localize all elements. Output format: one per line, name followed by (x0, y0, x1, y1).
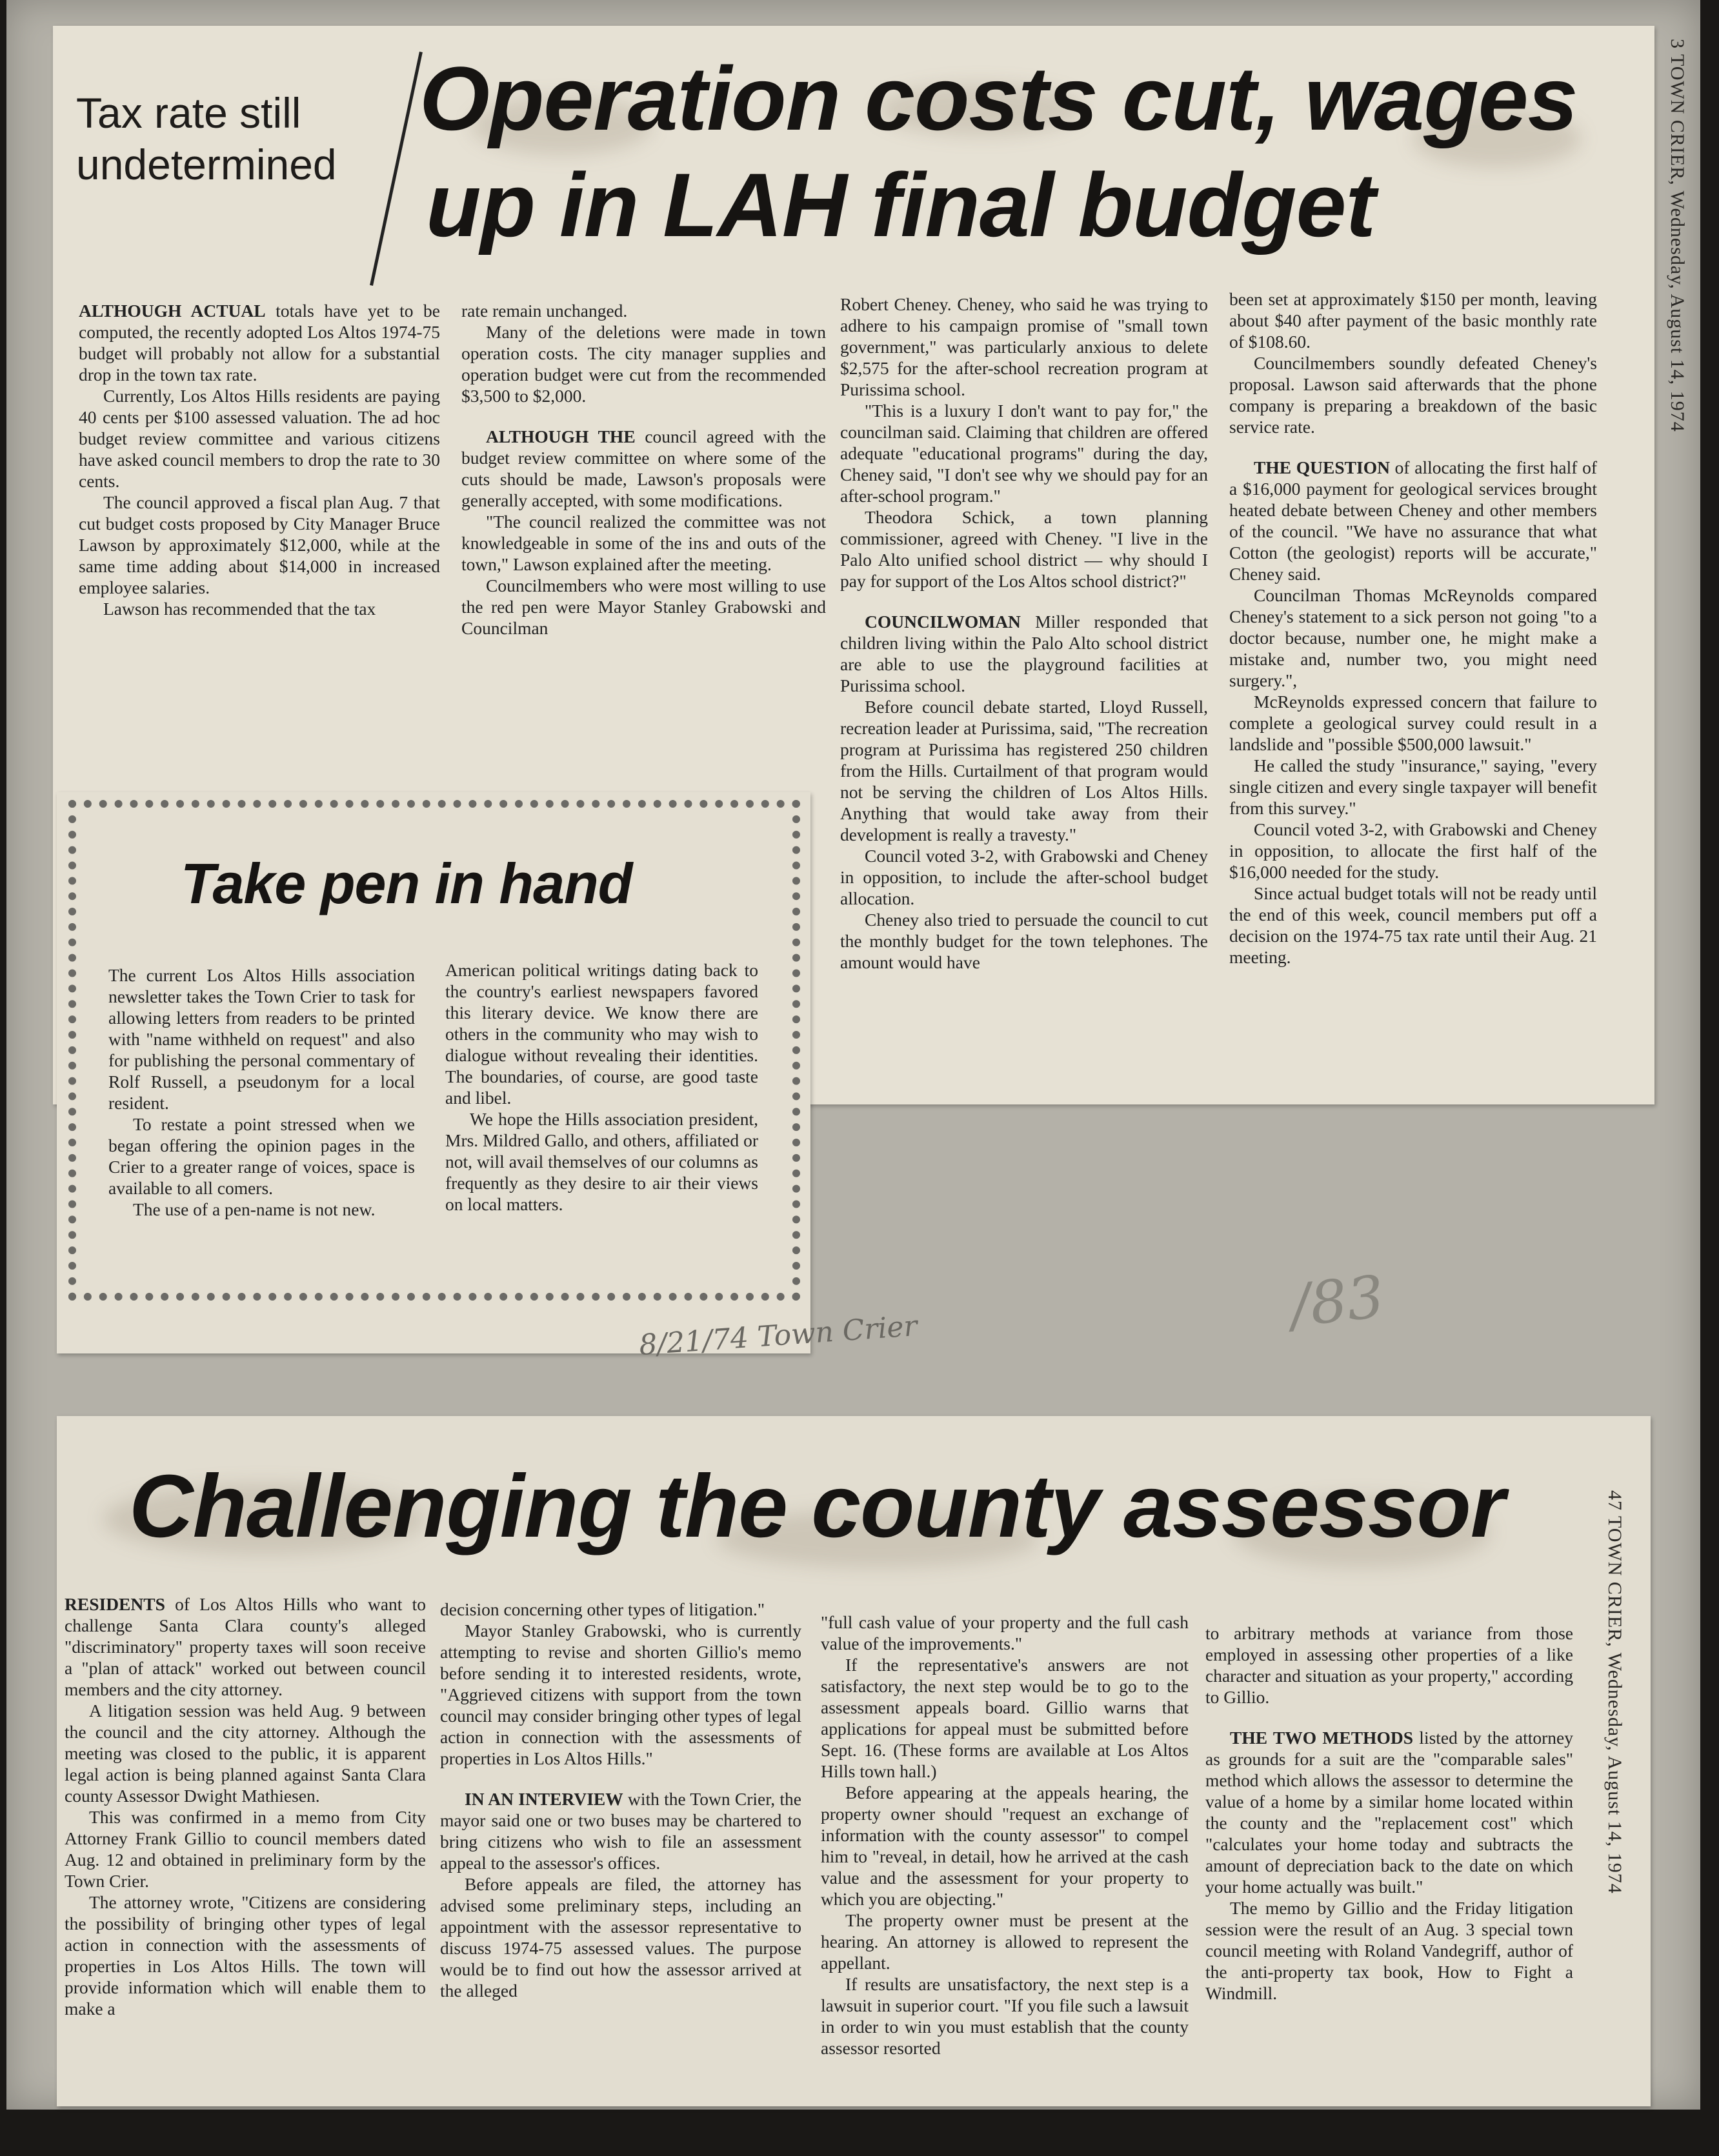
editorial-headline: Take pen in hand (181, 852, 632, 915)
handwritten-date-note: 8/21/74 Town Crier (638, 1309, 919, 1362)
paragraph (79, 300, 440, 385)
paragraph (440, 1873, 801, 2001)
paragraph-text: Theodora Schick, a town planning commissioner, agreed with Cheney. "I live in the Palo Alto unified school district — why should I pay for support of the Los Altos school district?" (840, 507, 1208, 591)
paragraph-text: "full cash value of your property and the full cash value of the improvements." (821, 1612, 1189, 1653)
paragraph-text: He called the study "insurance," saying, "every single citizen and every single taxpayer will benefit from this survey." (1229, 755, 1597, 818)
budget-column-1 (79, 300, 440, 619)
paragraph-text: to arbitrary methods at variance from those employed in assessing other properties of a like character and situation as your property," according to Gillio. (1205, 1623, 1573, 1707)
paragraph-kicker: THE TWO METHODS (1230, 1728, 1413, 1748)
paragraph (79, 492, 440, 598)
paragraph-text: If results are unsatisfactory, the next step is a lawsuit in superior court. "If you file such a lawsuit in order to win you must establish that the county assessor resorted (821, 1974, 1189, 2058)
paragraph-text: The attorney wrote, "Citizens are considering the possibility of bringing other types of legal action in connection with the assessments of properties in Los Altos Hills. The town will provide information which will enable them to make a (65, 1892, 426, 2019)
editorial-column-2 (445, 959, 758, 1215)
scrapbook-page (6, 0, 1700, 2110)
paragraph (840, 611, 1208, 696)
paragraph-text: Councilmembers soundly defeated Cheney's proposal. Lawson said afterwards that the phone company is preparing a breakdown of the basic service rate. (1229, 353, 1597, 437)
paragraph (108, 964, 415, 1113)
paragraph (1229, 352, 1597, 437)
paragraph-kicker: IN AN INTERVIEW (465, 1789, 623, 1809)
paragraph (440, 1788, 801, 1873)
paragraph (445, 959, 758, 1108)
paragraph-text: "The council realized the committee was not knowledgeable in some of the ins and outs of the town," Lawson explained after the meeting. (461, 512, 826, 574)
paragraph-text: listed by the attorney as grounds for a suit are the "comparable sales" method which allows the assessor to determine the value of a home by a similar home located within the county and the "replacement cost" which "calculates your home today and subtracts the amount of depreciation back to the date on which your home actually was built." (1205, 1728, 1573, 1897)
paragraph-text: The current Los Altos Hills association newsletter takes the Town Crier to task for allowing letters from readers to be printed with "name withheld on request" and also for publishing the personal commentary of Rolf Russell, a pseudonym for a local resident. (108, 965, 415, 1113)
paragraph (840, 294, 1208, 400)
assessor-column-3 (821, 1612, 1189, 2059)
paragraph-text: McReynolds expressed concern that failure to complete a geological survey could result in a landslide and "possible $500,000 lawsuit." (1229, 692, 1597, 754)
paragraph (1205, 1622, 1573, 1708)
paragraph (65, 1700, 426, 1806)
paragraph-text: Before appeals are filed, the attorney has advised some preliminary steps, including an appointment with the assessor representative to discuss 1974-75 assessed values. The purpose would be to find out how the assessor arrived at the alleged (440, 1874, 801, 2001)
paragraph-text: Before appearing at the appeals hearing, the property owner should "request an exchange of information with the county assessor" to compel him to "reveal, in detail, how he arrived at the cash value and the assessment for your property to which you are objecting." (821, 1782, 1189, 1909)
paragraph-text: of allocating the first half of a $16,000 payment for geological services brought heated debate between Cheney and other members of the council. "We have no assurance that what Cotton (the geologist) reports will be accurate," Cheney said. (1229, 457, 1597, 584)
assessor-column-2 (440, 1599, 801, 2001)
assessor-column-1 (65, 1593, 426, 2019)
paragraph-text: Council voted 3-2, with Grabowski and Cheney in opposition, to include the after-school budget allocation. (840, 846, 1208, 908)
paragraph-text: been set at approximately $150 per month, leaving about $40 after payment of the basic monthly rate of $108.60. (1229, 289, 1597, 352)
paragraph (821, 1782, 1189, 1910)
paragraph (821, 1910, 1189, 1973)
paragraph-text: Cheney also tried to persuade the council to cut the monthly budget for the town telephones. The amount would have (840, 910, 1208, 972)
paragraph (79, 598, 440, 619)
paragraph-text: Robert Cheney. Cheney, who said he was trying to adhere to his campaign promise of "small town government," was particularly anxious to delete $2,575 for the after-school recreation program at Purissima school. (840, 294, 1208, 399)
paragraph-text: totals have yet to be computed, the recently adopted Los Altos 1974-75 budget will probably not allow for a substantial drop in the town tax rate. (79, 301, 441, 384)
paragraph-text: The council approved a fiscal plan Aug. 7 that cut budget costs proposed by City Manager Bruce Lawson by approximately $12,000, while at the same time adding about $14,000 in increased employee salaries. (79, 492, 440, 597)
paragraph (461, 511, 826, 575)
paragraph-text: To restate a point stressed when we began offering the opinion pages in the Crier to a greater range of voices, space is available to all comers. (108, 1114, 415, 1198)
paragraph (461, 300, 826, 321)
paragraph-kicker: COUNCILWOMAN (865, 612, 1021, 632)
handwritten-page-number: /83 (1287, 1263, 1387, 1341)
paragraph-text: The property owner must be present at the hearing. An attorney is allowed to represent the appellant. (821, 1910, 1189, 1973)
paragraph-kicker: ALTHOUGH ACTUAL (79, 301, 266, 321)
paragraph-text: decision concerning other types of litigation." (440, 1599, 765, 1619)
paragraph (821, 1973, 1189, 2059)
budget-column-4 (1229, 288, 1597, 968)
paragraph-text: Many of the deletions were made in town operation costs. The city manager supplies and operation budget were cut from the recommended $3,500 to $2,000. (461, 322, 826, 406)
paragraph (65, 1891, 426, 2019)
paragraph-kicker: THE QUESTION (1254, 457, 1390, 477)
editorial-column-1 (108, 964, 415, 1220)
paragraph (840, 400, 1208, 506)
paragraph-kicker: RESIDENTS (65, 1594, 165, 1614)
budget-column-3 (840, 294, 1208, 973)
paragraph-text: American political writings dating back to the country's earliest newspapers favored this literary device. We know there are others in the community who may wish to dialogue without revealing their identities. The boundaries, of course, are good taste and libel. (445, 960, 758, 1108)
paragraph-text: council agreed with the budget review committee on where some of the cuts should be made, Lawson's proposals were generally accepted, with some modifications. (461, 426, 826, 510)
paragraph-text: with the Town Crier, the mayor said one or two buses may be chartered to bring citizens who wish to file an assessment appeal to the assessor's offices. (440, 1789, 801, 1873)
paragraph-text: A litigation session was held Aug. 9 between the council and the city attorney. Although the meeting was closed to the public, it is apparent legal action is being planned against Santa Clara county Assessor Dwight Mathiesen. (65, 1701, 426, 1806)
paragraph (65, 1806, 426, 1891)
budget-column-2 (461, 300, 826, 639)
budget-headline: Operation costs cut, wages up in LAH final budget (419, 48, 1578, 255)
paragraph (79, 385, 440, 492)
paragraph-text: If the representative's answers are not satisfactory, the next step would be to go to the assessment appeals board. Gillio warns that applications for appeal must be submitted before Sept. 16. (These forms are available at Los Altos Hills town hall.) (821, 1655, 1189, 1781)
paragraph (821, 1654, 1189, 1782)
paragraph (440, 1620, 801, 1769)
paragraph (1229, 584, 1597, 691)
paragraph (821, 1612, 1189, 1654)
paragraph (65, 1593, 426, 1700)
paragraph-text: We hope the Hills association president, Mrs. Mildred Gallo, and others, affiliated or not, will avail themselves of our columns as frequently as they desire to air their views on local matters. (445, 1109, 758, 1214)
paragraph-text: rate remain unchanged. (461, 301, 628, 321)
paragraph (840, 696, 1208, 845)
paragraph (1229, 755, 1597, 819)
paragraph (840, 506, 1208, 592)
paragraph (840, 909, 1208, 973)
paragraph-text: Council voted 3-2, with Grabowski and Cheney in opposition, to allocate the first half of the $16,000 needed for the study. (1229, 819, 1597, 882)
paragraph (1229, 457, 1597, 584)
paragraph (461, 426, 826, 511)
paragraph-text: Mayor Stanley Grabowski, who is currently attempting to revise and shorten Gillio's memo before sending it to interested residents, wrote, "Aggrieved citizens with support from the town council may consider bringing other types of legal action in connection with the assessments of properties in Los Altos Hills." (440, 1621, 801, 1768)
paragraph (1205, 1897, 1573, 2004)
paragraph (108, 1113, 415, 1199)
paragraph-text: "This is a luxury I don't want to pay for," the councilman said. Claiming that children are offered adequate "educational programs" during the day, Cheney said, "I don't see why we should pay for an after-school program." (840, 401, 1208, 506)
paragraph-text: Councilmembers who were most willing to use the red pen were Mayor Stanley Grabowski and Councilman (461, 575, 826, 638)
paragraph (1229, 288, 1597, 352)
paragraph (1205, 1727, 1573, 1897)
paragraph (108, 1199, 415, 1220)
paragraph-kicker: ALTHOUGH THE (486, 426, 636, 446)
paragraph-text: The memo by Gillio and the Friday litigation session were the result of an Aug. 3 special town council meeting with Roland Vandegriff, author of the anti-property tax book, How to Fight a Windmill. (1205, 1898, 1573, 2003)
paragraph (840, 845, 1208, 909)
paragraph-text: Miller responded that children living within the Palo Alto school district are able to use the playground facilities at Purissima school. (840, 612, 1208, 695)
article-kicker: Tax rate still undetermined (76, 89, 337, 188)
paragraph-text: Councilman Thomas McReynolds compared Cheney's statement to a sick person not going "to a doctor because, number one, he might make a mistake and, number two, you might need surgery.", (1229, 585, 1597, 690)
page-side-caption-2: 47 TOWN CRIER, Wednesday, August 14, 1974 (1604, 1490, 1625, 1894)
page-side-caption: 3 TOWN CRIER, Wednesday, August 14, 1974 (1667, 39, 1688, 432)
paragraph-text: of Los Altos Hills who want to challenge Santa Clara county's alleged "discriminatory" property taxes will soon receive a "plan of attack" worked out between council members and the city attorney. (65, 1594, 426, 1699)
paragraph-text: Currently, Los Altos Hills residents are paying 40 cents per $100 assessed valuation. The ad hoc budget review committee and various citizens have asked council members to drop the rate to 30 cents. (79, 386, 440, 491)
paragraph-text: Since actual budget totals will not be ready until the end of this week, council members put off a decision on the 1974-75 tax rate until their Aug. 21 meeting. (1229, 883, 1597, 967)
paragraph (1229, 819, 1597, 883)
assessor-column-4 (1205, 1622, 1573, 2004)
paragraph (1229, 691, 1597, 755)
paragraph (445, 1108, 758, 1215)
paragraph (1229, 883, 1597, 968)
assessor-headline: Challenging the county assessor (129, 1457, 1505, 1556)
paragraph (440, 1599, 801, 1620)
paragraph (461, 321, 826, 406)
paragraph-text: Lawson has recommended that the tax (103, 599, 376, 619)
paragraph-text: Before council debate started, Lloyd Russell, recreation leader at Purissima, said, "The recreation program at Purissima has registered 250 children from the Hills. Curtailment of that program would not be serving the children of Los Altos Hills. Anything that would take away from their development is really a travesty." (840, 697, 1208, 844)
paragraph (461, 575, 826, 639)
paragraph-text: The use of a pen-name is not new. (133, 1199, 376, 1219)
paragraph-text: This was confirmed in a memo from City Attorney Frank Gillio to council members dated Aug. 12 and obtained in preliminary form by the Town Crier. (65, 1807, 426, 1891)
